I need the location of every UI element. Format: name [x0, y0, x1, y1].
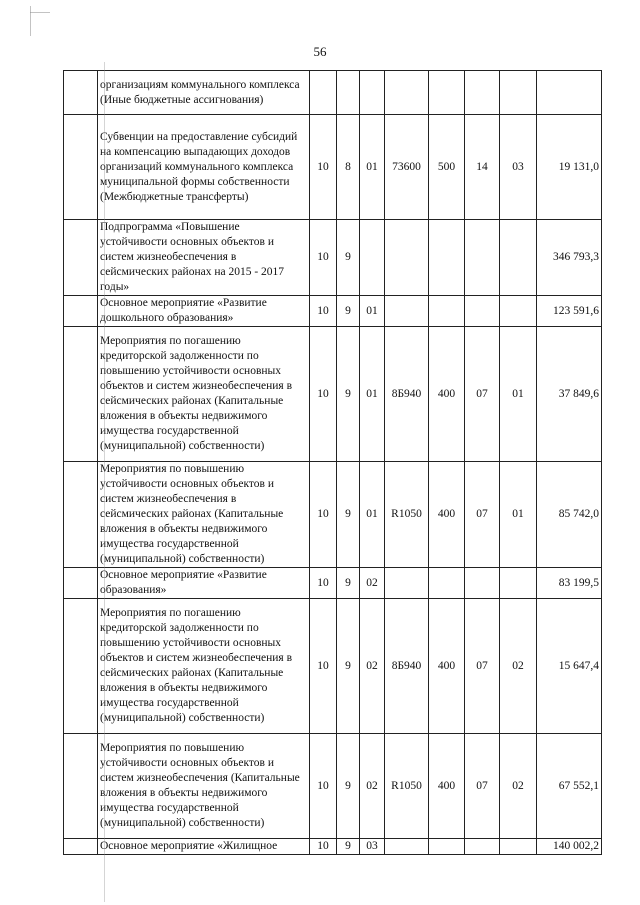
row-number-cell: [64, 839, 98, 855]
code-cell-f: [465, 71, 500, 115]
code-cell-c: 01: [360, 296, 385, 327]
code-cell-c: 01: [360, 115, 385, 220]
code-cell-b: 9: [337, 839, 360, 855]
amount-cell: 123 591,6: [537, 296, 602, 327]
code-cell-d: R1050: [385, 462, 429, 568]
code-cell-g: [500, 71, 537, 115]
code-cell-c: [360, 220, 385, 296]
code-cell-d: 73600: [385, 115, 429, 220]
code-cell-a: 10: [310, 220, 337, 296]
code-cell-a: 10: [310, 115, 337, 220]
code-cell-g: [500, 296, 537, 327]
code-cell-e: 400: [429, 462, 465, 568]
scan-artifact-line: [30, 12, 50, 13]
code-cell-e: 400: [429, 327, 465, 462]
code-cell-a: 10: [310, 599, 337, 734]
code-cell-e: 400: [429, 734, 465, 839]
row-number-cell: [64, 327, 98, 462]
table-row: [64, 568, 602, 599]
row-number-cell: [64, 599, 98, 734]
code-cell-b: 9: [337, 220, 360, 296]
budget-table: [63, 70, 602, 855]
code-cell-f: 07: [465, 462, 500, 568]
code-cell-d: 8Б940: [385, 327, 429, 462]
code-cell-c: 01: [360, 327, 385, 462]
code-cell-c: 01: [360, 462, 385, 568]
code-cell-c: 02: [360, 568, 385, 599]
row-number-cell: [64, 296, 98, 327]
code-cell-b: 9: [337, 327, 360, 462]
item-name-cell: Мероприятия по погашению кредиторской задолженности по повышению устойчивости основных объектов и систем жизнеобеспечения в сейсмических районах (Капитальные вложения в объекты недвижимого имущества государственной (муниципальной) собственности): [98, 327, 310, 462]
row-number-cell: [64, 462, 98, 568]
amount-cell: 67 552,1: [537, 734, 602, 839]
code-cell-d: 8Б940: [385, 599, 429, 734]
code-cell-b: 9: [337, 568, 360, 599]
item-name-cell: Мероприятия по погашению кредиторской задолженности по повышению устойчивости основных объектов и систем жизнеобеспечения в сейсмических районах (Капитальные вложения в объекты недвижимого имущества государственной (муниципальной) собственности): [98, 599, 310, 734]
code-cell-a: 10: [310, 568, 337, 599]
code-cell-f: [465, 296, 500, 327]
table-row: [64, 220, 602, 296]
item-name-cell: Мероприятия по повышению устойчивости основных объектов и систем жизнеобеспечения в сейсмических районах (Капитальные вложения в объекты недвижимого имущества государственной (муниципальной) собственности): [98, 462, 310, 568]
item-name-cell: Основное мероприятие «Развитие дошкольного образования»: [98, 296, 310, 327]
code-cell-g: 01: [500, 327, 537, 462]
code-cell-e: 500: [429, 115, 465, 220]
code-cell-d: [385, 220, 429, 296]
code-cell-f: 14: [465, 115, 500, 220]
table-row: [64, 462, 602, 568]
code-cell-f: 07: [465, 327, 500, 462]
amount-cell: 83 199,5: [537, 568, 602, 599]
code-cell-b: 9: [337, 599, 360, 734]
code-cell-f: [465, 839, 500, 855]
table-row: [64, 327, 602, 462]
code-cell-c: 02: [360, 599, 385, 734]
table-row: [64, 296, 602, 327]
code-cell-d: R1050: [385, 734, 429, 839]
code-cell-d: [385, 296, 429, 327]
code-cell-f: 07: [465, 734, 500, 839]
code-cell-c: 03: [360, 839, 385, 855]
row-number-cell: [64, 568, 98, 599]
table-row: [64, 734, 602, 839]
code-cell-g: 03: [500, 115, 537, 220]
code-cell-d: [385, 839, 429, 855]
code-cell-c: 02: [360, 734, 385, 839]
table-row: [64, 71, 602, 115]
code-cell-a: 10: [310, 327, 337, 462]
item-name-cell: Субвенции на предоставление субсидий на компенсацию выпадающих доходов организаций коммунального комплекса муниципальной формы собственности (Межбюджетные трансферты): [98, 115, 310, 220]
table-row: [64, 839, 602, 855]
row-number-cell: [64, 734, 98, 839]
code-cell-b: 9: [337, 734, 360, 839]
code-cell-c: [360, 71, 385, 115]
code-cell-a: 10: [310, 734, 337, 839]
amount-cell: [537, 71, 602, 115]
amount-cell: 85 742,0: [537, 462, 602, 568]
scan-artifact-line: [104, 62, 105, 902]
code-cell-f: [465, 220, 500, 296]
code-cell-d: [385, 71, 429, 115]
code-cell-a: 10: [310, 296, 337, 327]
amount-cell: 15 647,4: [537, 599, 602, 734]
code-cell-g: [500, 839, 537, 855]
code-cell-b: [337, 71, 360, 115]
code-cell-a: 10: [310, 839, 337, 855]
code-cell-g: 01: [500, 462, 537, 568]
code-cell-b: 9: [337, 296, 360, 327]
amount-cell: 19 131,0: [537, 115, 602, 220]
code-cell-g: 02: [500, 734, 537, 839]
code-cell-d: [385, 568, 429, 599]
table-row: [64, 115, 602, 220]
code-cell-e: [429, 839, 465, 855]
item-name-cell: Основное мероприятие «Развитие образования»: [98, 568, 310, 599]
code-cell-e: [429, 71, 465, 115]
code-cell-g: [500, 220, 537, 296]
row-number-cell: [64, 115, 98, 220]
row-number-cell: [64, 71, 98, 115]
code-cell-f: [465, 568, 500, 599]
code-cell-e: [429, 296, 465, 327]
table-row: [64, 599, 602, 734]
code-cell-g: 02: [500, 599, 537, 734]
amount-cell: 37 849,6: [537, 327, 602, 462]
item-name-cell: организациям коммунального комплекса (Иные бюджетные ассигнования): [98, 71, 310, 115]
row-number-cell: [64, 220, 98, 296]
code-cell-e: [429, 220, 465, 296]
code-cell-a: [310, 71, 337, 115]
page-number: 56: [313, 44, 327, 59]
code-cell-e: [429, 568, 465, 599]
item-name-cell: Основное мероприятие «Жилищное: [98, 839, 310, 855]
code-cell-e: 400: [429, 599, 465, 734]
item-name-cell: Подпрограмма «Повышение устойчивости основных объектов и систем жизнеобеспечения в сейсмических районах на 2015 - 2017 годы»: [98, 220, 310, 296]
code-cell-f: 07: [465, 599, 500, 734]
code-cell-b: 9: [337, 462, 360, 568]
scan-artifact-line: [30, 6, 31, 36]
code-cell-b: 8: [337, 115, 360, 220]
code-cell-a: 10: [310, 462, 337, 568]
item-name-cell: Мероприятия по повышению устойчивости основных объектов и систем жизнеобеспечения (Капитальные вложения в объекты недвижимого имущества государственной (муниципальной) собственности): [98, 734, 310, 839]
amount-cell: 140 002,2: [537, 839, 602, 855]
amount-cell: 346 793,3: [537, 220, 602, 296]
code-cell-g: [500, 568, 537, 599]
